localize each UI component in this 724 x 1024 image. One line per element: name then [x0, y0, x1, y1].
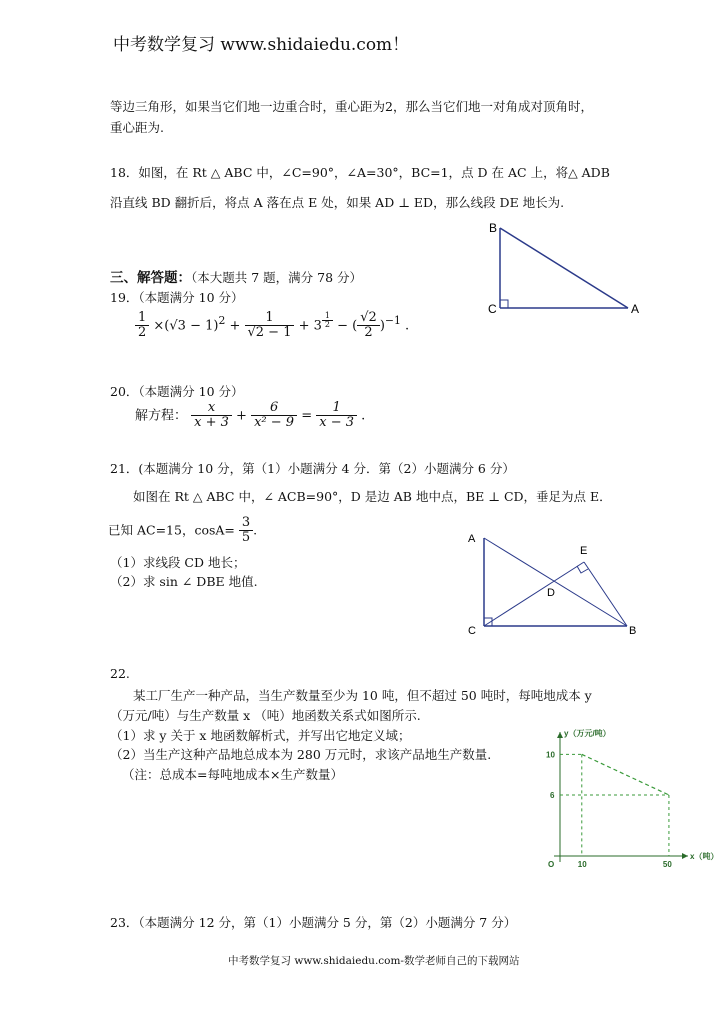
segment-ce: [484, 562, 584, 626]
label-b: B: [629, 625, 637, 637]
segment-eb: [584, 562, 627, 626]
side-ab: [500, 228, 628, 308]
q17-line1: 等边三角形，如果当它们地一边重合时，重心距为2，那么当它们地一对角成对顶角时，: [110, 99, 593, 114]
q20-tail: .: [361, 408, 366, 424]
right-angle-mark: [500, 300, 508, 308]
x-axis-arrow: [682, 853, 688, 859]
label-a: A: [631, 302, 640, 316]
section3-heading: [110, 266, 362, 286]
q19-tail: .: [405, 318, 410, 334]
q22-line2: （万元/吨）与生产数量 x （吨）地函数关系式如图所示.: [110, 708, 421, 723]
x-axis-label: x（吨）: [690, 852, 719, 861]
q21-sub1: （1）求线段 CD 地长；: [110, 555, 246, 570]
q22-note: （注：总成本=每吨地成本×生产数量）: [122, 767, 343, 782]
label-c: C: [488, 302, 497, 316]
q21-triangle-figure: [462, 528, 642, 640]
q21-known: 已知 AC=15，cosA= $\frac{3}{5}$ .: [108, 515, 258, 546]
q19-head: 19．（本题满分 10 分）: [110, 290, 244, 305]
q21-sub2: （2）求 sin ∠ DBE 地值.: [110, 574, 258, 589]
q18-triangle-figure: [480, 218, 650, 318]
q21-known-text: 已知 AC=15，cosA=: [108, 522, 235, 538]
q19-expression: $\frac{1}{2}$ $\times(√3 - 1)^2$ + $\frac{1}{√2 - 1}$ + 3 $^{\frac{1}{2}}$ − ( $\frac{√2}{2}$ )$^{-1}$ .: [135, 311, 409, 341]
section3-title: 三、解答题：: [110, 270, 191, 286]
q22-number: 22.: [110, 666, 130, 681]
label-d: D: [547, 587, 555, 599]
q20-equation: 解方程： $\frac{x}{x + 3}$ + $\frac{6}{\text{x² − 9}}$ = $\frac{1}{x - 3}$ .: [135, 400, 366, 431]
q18-line2: 沿直线 BD 翻折后，将点 A 落在点 E 处，如果 AD ⊥ ED，那么线段 DE 地长为.: [110, 195, 565, 210]
y-tick-10: 10: [546, 750, 555, 760]
q22-cost-chart: [530, 722, 719, 874]
label-e: E: [580, 545, 588, 557]
label-b: B: [489, 221, 498, 235]
y-axis-arrow: [557, 732, 563, 738]
section3-note: （本大题共 7 题，满分 78 分）: [191, 270, 363, 285]
right-angle-mark-e: [577, 566, 588, 573]
y-axis-label: y（万元/吨）: [564, 729, 611, 738]
x-tick-50: 50: [662, 860, 672, 869]
cost-line-segment: [582, 754, 669, 795]
q17-line2: 重心距为.: [110, 120, 164, 135]
q21-cos-num: 3: [239, 516, 253, 531]
q22-sub2: （2）当生产这种产品地总成本为 280 万元时，求该产品地生产数量.: [110, 747, 492, 762]
x-tick-10: 10: [577, 860, 587, 869]
q20-prefix: 解方程：: [135, 408, 188, 424]
label-c: C: [468, 625, 476, 637]
origin-label: O: [548, 860, 555, 869]
q21-cos-den: 5: [241, 530, 251, 546]
q21-head: 21．(本题满分 10 分，第（1）小题满分 4 分．第（2）小题满分 6 分）: [110, 461, 515, 476]
q20-head: 20．（本题满分 10 分）: [110, 384, 244, 399]
q22-line1: 某工厂生产一种产品，当生产数量至少为 10 吨，但不超过 50 吨时，每吨地成本 y: [133, 688, 592, 703]
q23-head: 23．（本题满分 12 分，第（1）小题满分 5 分，第（2）小题满分 7 分）: [110, 915, 517, 930]
label-a: A: [468, 533, 476, 545]
page-footer: 中考数学复习 www.shidaiedu.com-数学老师自己的下载网站: [228, 955, 520, 967]
q21-line1: 如图在 Rt △ ABC 中，∠ ACB=90°，D 是边 AB 地中点，BE ⊥ CD，垂足为点 E．: [133, 489, 612, 504]
q18-line1: 18．如图，在 Rt △ ABC 中，∠C=90°，∠A=30°，BC=1，点 D 在 AC 上，将△ ADB: [110, 165, 610, 180]
page-header: 中考数学复习 www.shidaiedu.com！: [113, 35, 410, 55]
y-tick-6: 6: [550, 791, 555, 800]
q22-sub1: （1）求 y 关于 x 地函数解析式，并写出它地定义域；: [110, 728, 411, 743]
